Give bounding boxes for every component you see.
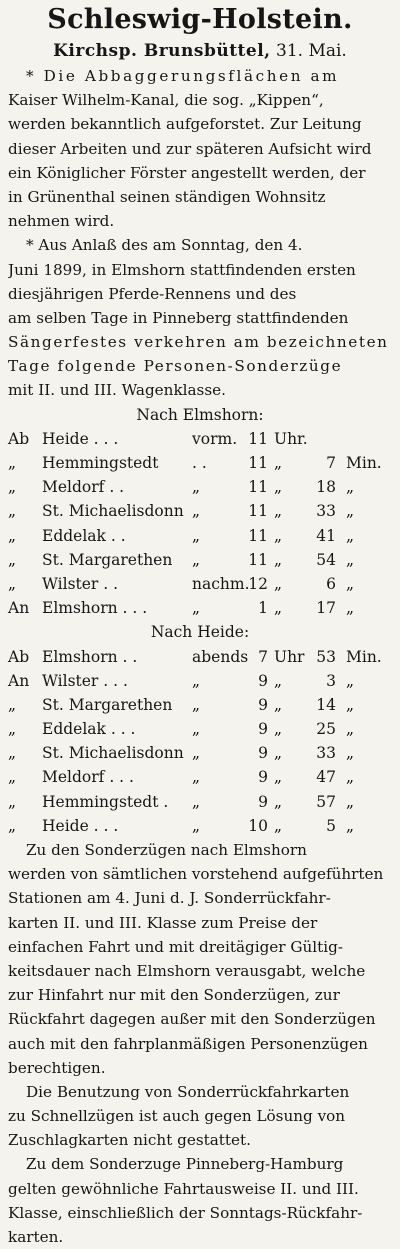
text-line: Zuschlagkarten nicht gestattet. xyxy=(8,1131,251,1150)
row-minute-label: „ xyxy=(346,502,355,521)
row-period: „ xyxy=(192,550,201,569)
row-uhr: „ xyxy=(274,599,283,618)
row-uhr: „ xyxy=(274,454,283,472)
row-minute-label: „ xyxy=(346,744,355,763)
text-line: keitsdauer nach Elmshorn verausgabt, welche xyxy=(8,961,366,980)
text-line: karten. xyxy=(8,1228,64,1246)
row-period: „ xyxy=(192,744,201,763)
row-minute-label: „ xyxy=(346,695,355,714)
row-hour: 11 xyxy=(248,502,268,521)
row-minute-label: „ xyxy=(346,599,355,618)
text-line: * Die Abbaggerungsflächen am xyxy=(26,67,340,85)
text-line: einfachen Fahrt und mit dreitägiger Gültig- xyxy=(8,937,343,956)
row-station: Wilster . . xyxy=(42,574,119,593)
row-station: Hemmingstedt xyxy=(42,454,159,472)
row-station: Elmshorn . . . xyxy=(42,599,148,618)
timetable-row xyxy=(8,427,392,451)
text-line: gelten gewöhnliche Fahrtausweise II. und III. xyxy=(8,1179,359,1198)
text-line: Juni 1899, in Elmshorn stattfindenden ersten xyxy=(8,260,356,279)
row-prefix: An xyxy=(8,671,30,690)
row-minute: 54 xyxy=(316,550,336,569)
timetable-row xyxy=(8,790,392,814)
row-station: Meldorf . . . xyxy=(42,768,134,787)
row-uhr: „ xyxy=(274,695,283,714)
row-minute: 17 xyxy=(316,599,336,618)
row-uhr: „ xyxy=(274,671,283,690)
row-minute: 57 xyxy=(316,792,336,811)
row-hour: 7 xyxy=(258,647,268,666)
row-hour: 9 xyxy=(258,768,268,787)
row-minute-label: Min. xyxy=(346,454,382,472)
article-special-trains xyxy=(8,233,392,402)
row-uhr: Uhr. xyxy=(274,429,308,448)
row-period: „ xyxy=(192,816,201,835)
row-uhr: „ xyxy=(274,768,283,787)
timetable-row xyxy=(8,596,392,620)
article-express-trains xyxy=(8,1080,392,1153)
row-minute-label: „ xyxy=(346,574,355,593)
row-station: Heide . . . xyxy=(42,816,119,835)
row-minute: 5 xyxy=(326,816,336,835)
row-period: „ xyxy=(192,478,201,497)
timetable-heading-heide: Nach Heide: xyxy=(150,623,250,642)
row-hour: 11 xyxy=(248,429,268,448)
row-uhr: „ xyxy=(274,744,283,763)
text-line: auch mit den fahrplanmäßigen Personenzügen xyxy=(8,1034,368,1053)
row-prefix: „ xyxy=(8,720,17,739)
row-station: Elmshorn . . xyxy=(42,647,138,666)
text-line: Zu dem Sonderzuge Pinneberg-Hamburg xyxy=(26,1155,344,1174)
row-minute: 47 xyxy=(316,768,336,787)
row-hour: 10 xyxy=(248,816,268,835)
row-station: Hemmingstedt . xyxy=(42,792,169,811)
row-hour: 11 xyxy=(248,478,268,497)
row-minute: 6 xyxy=(326,574,336,593)
text-line: mit II. und III. Wagenklasse. xyxy=(8,381,226,400)
row-prefix: Ab xyxy=(8,429,30,448)
row-prefix: An xyxy=(8,599,30,618)
row-period: „ xyxy=(192,671,201,690)
row-hour: 11 xyxy=(248,550,268,569)
text-line: dieser Arbeiten und zur späteren Aufsicht wird xyxy=(8,139,372,158)
timetable-row xyxy=(8,693,392,717)
row-period: nachm. xyxy=(192,574,250,593)
row-station: St. Michaelisdonn xyxy=(42,744,184,763)
row-uhr: „ xyxy=(274,816,283,835)
text-line: Stationen am 4. Juni d. J. Sonderrückfahr- xyxy=(8,889,331,908)
row-minute: 3 xyxy=(326,671,336,690)
row-minute-label: „ xyxy=(346,816,355,835)
row-uhr: „ xyxy=(274,792,283,811)
timetable-row xyxy=(8,475,392,499)
text-line: werden von sämtlichen vorstehend aufgeführten xyxy=(8,865,384,884)
text-line: nehmen wird. xyxy=(8,212,115,231)
row-prefix: „ xyxy=(8,816,17,835)
row-period: „ xyxy=(192,502,201,521)
text-line: Die Benutzung von Sonderrückfahrkarten xyxy=(26,1082,350,1101)
row-prefix: „ xyxy=(8,454,17,472)
row-period: „ xyxy=(192,599,201,618)
text-line: Kaiser Wilhelm-Kanal, die sog. „Kippen“, xyxy=(8,91,324,110)
row-prefix: „ xyxy=(8,574,17,593)
row-period: „ xyxy=(192,695,201,714)
text-line: Zu den Sonderzügen nach Elmshorn xyxy=(26,841,307,859)
text-line: * Aus Anlaß des am Sonntag, den 4. xyxy=(26,236,303,255)
row-hour: 9 xyxy=(258,695,268,714)
row-minute: 7 xyxy=(326,454,336,472)
row-hour: 9 xyxy=(258,792,268,811)
row-uhr: „ xyxy=(274,720,283,739)
row-minute: 33 xyxy=(316,502,336,521)
timetable-row xyxy=(8,572,392,596)
text-line: Klasse, einschließlich der Sonntags-Rückfahr- xyxy=(8,1203,363,1222)
row-minute: 18 xyxy=(316,478,336,497)
text-line: ein Königlicher Förster angestellt werden, der xyxy=(8,163,366,182)
timetable-row xyxy=(8,669,392,693)
row-minute: 33 xyxy=(316,744,336,763)
row-minute-label: „ xyxy=(346,768,355,787)
row-uhr: „ xyxy=(274,478,283,497)
dateline-date: 31. Mai. xyxy=(276,41,347,61)
row-uhr: Uhr xyxy=(274,647,305,666)
row-station: St. Michaelisdonn xyxy=(42,502,184,521)
row-station: St. Margarethen xyxy=(42,550,173,569)
text-line: am selben Tage in Pinneberg stattfindenden xyxy=(8,308,349,327)
dateline xyxy=(8,38,392,64)
text-line: Rückfahrt dagegen außer mit den Sonderzügen xyxy=(8,1010,376,1029)
row-prefix: Ab xyxy=(8,647,30,666)
row-station: Eddelak . . xyxy=(42,526,126,545)
row-minute: 25 xyxy=(316,720,336,739)
row-period: „ xyxy=(192,768,201,787)
row-station: Meldorf . . xyxy=(42,478,125,497)
row-uhr: „ xyxy=(274,502,283,521)
row-uhr: „ xyxy=(274,526,283,545)
row-period: „ xyxy=(192,720,201,739)
article-afforestation xyxy=(8,64,392,233)
text-line: zur Hinfahrt nur mit den Sonderzügen, zur xyxy=(8,986,340,1005)
row-station: Heide . . . xyxy=(42,429,119,448)
text-line: karten II. und III. Klasse zum Preise der xyxy=(8,913,318,932)
row-minute-label: „ xyxy=(346,478,355,497)
row-station: Wilster . . . xyxy=(42,671,128,690)
timetable-row xyxy=(8,765,392,789)
timetable-row xyxy=(8,814,392,838)
row-period: . . xyxy=(192,454,207,472)
row-prefix: „ xyxy=(8,478,17,497)
timetable-row xyxy=(8,524,392,548)
timetable-row xyxy=(8,499,392,523)
text-line: diesjährigen Pferde-Rennens und des xyxy=(8,284,297,303)
row-minute: 41 xyxy=(316,526,336,545)
row-station: Eddelak . . . xyxy=(42,720,136,739)
row-uhr: „ xyxy=(274,550,283,569)
row-prefix: „ xyxy=(8,768,17,787)
timetable-row xyxy=(8,451,392,475)
row-hour: 9 xyxy=(258,744,268,763)
row-minute-label: Min. xyxy=(346,647,382,666)
row-minute: 53 xyxy=(316,647,336,666)
timetable-row xyxy=(8,645,392,669)
row-minute-label: „ xyxy=(346,720,355,739)
row-hour: 12 xyxy=(248,574,268,593)
section-headline: Schleswig-Holstein. xyxy=(47,4,353,35)
article-pinneberg-hamburg xyxy=(8,1152,392,1249)
row-prefix: „ xyxy=(8,502,17,521)
timetable-row xyxy=(8,548,392,572)
timetable-row xyxy=(8,717,392,741)
row-prefix: „ xyxy=(8,526,17,545)
text-line: zu Schnellzügen ist auch gegen Lösung von xyxy=(8,1107,346,1126)
row-minute-label: „ xyxy=(346,792,355,811)
text-line: berechtigen. xyxy=(8,1058,106,1077)
text-line: Sängerfestes verkehren am bezeichneten xyxy=(8,333,389,352)
text-line: werden bekanntlich aufgeforstet. Zur Leitung xyxy=(8,115,362,134)
text-line: Tage folgende Personen-Sonderzüge xyxy=(8,357,343,376)
row-minute-label: „ xyxy=(346,550,355,569)
dateline-place: Kirchsp. Brunsbüttel, xyxy=(53,41,271,61)
row-prefix: „ xyxy=(8,792,17,811)
row-prefix: „ xyxy=(8,695,17,714)
row-minute: 14 xyxy=(316,695,336,714)
timetable-row xyxy=(8,741,392,765)
row-period: „ xyxy=(192,792,201,811)
timetable-elmshorn xyxy=(8,427,392,621)
row-hour: 11 xyxy=(248,454,268,472)
row-station: St. Margarethen xyxy=(42,695,173,714)
timetable-heading-elmshorn: Nach Elmshorn: xyxy=(136,405,264,424)
row-prefix: „ xyxy=(8,550,17,569)
row-hour: 1 xyxy=(258,599,268,618)
row-period: abends xyxy=(192,647,249,666)
row-minute-label: „ xyxy=(346,526,355,545)
row-uhr: „ xyxy=(274,574,283,593)
row-period: „ xyxy=(192,526,201,545)
row-hour: 11 xyxy=(248,526,268,545)
row-period: vorm. xyxy=(192,429,238,448)
timetable-heide xyxy=(8,645,392,839)
row-hour: 9 xyxy=(258,671,268,690)
article-return-tickets xyxy=(8,838,392,1080)
row-prefix: „ xyxy=(8,744,17,763)
text-line: in Grünenthal seinen ständigen Wohnsitz xyxy=(8,187,326,206)
row-hour: 9 xyxy=(258,720,268,739)
row-minute-label: „ xyxy=(346,671,355,690)
